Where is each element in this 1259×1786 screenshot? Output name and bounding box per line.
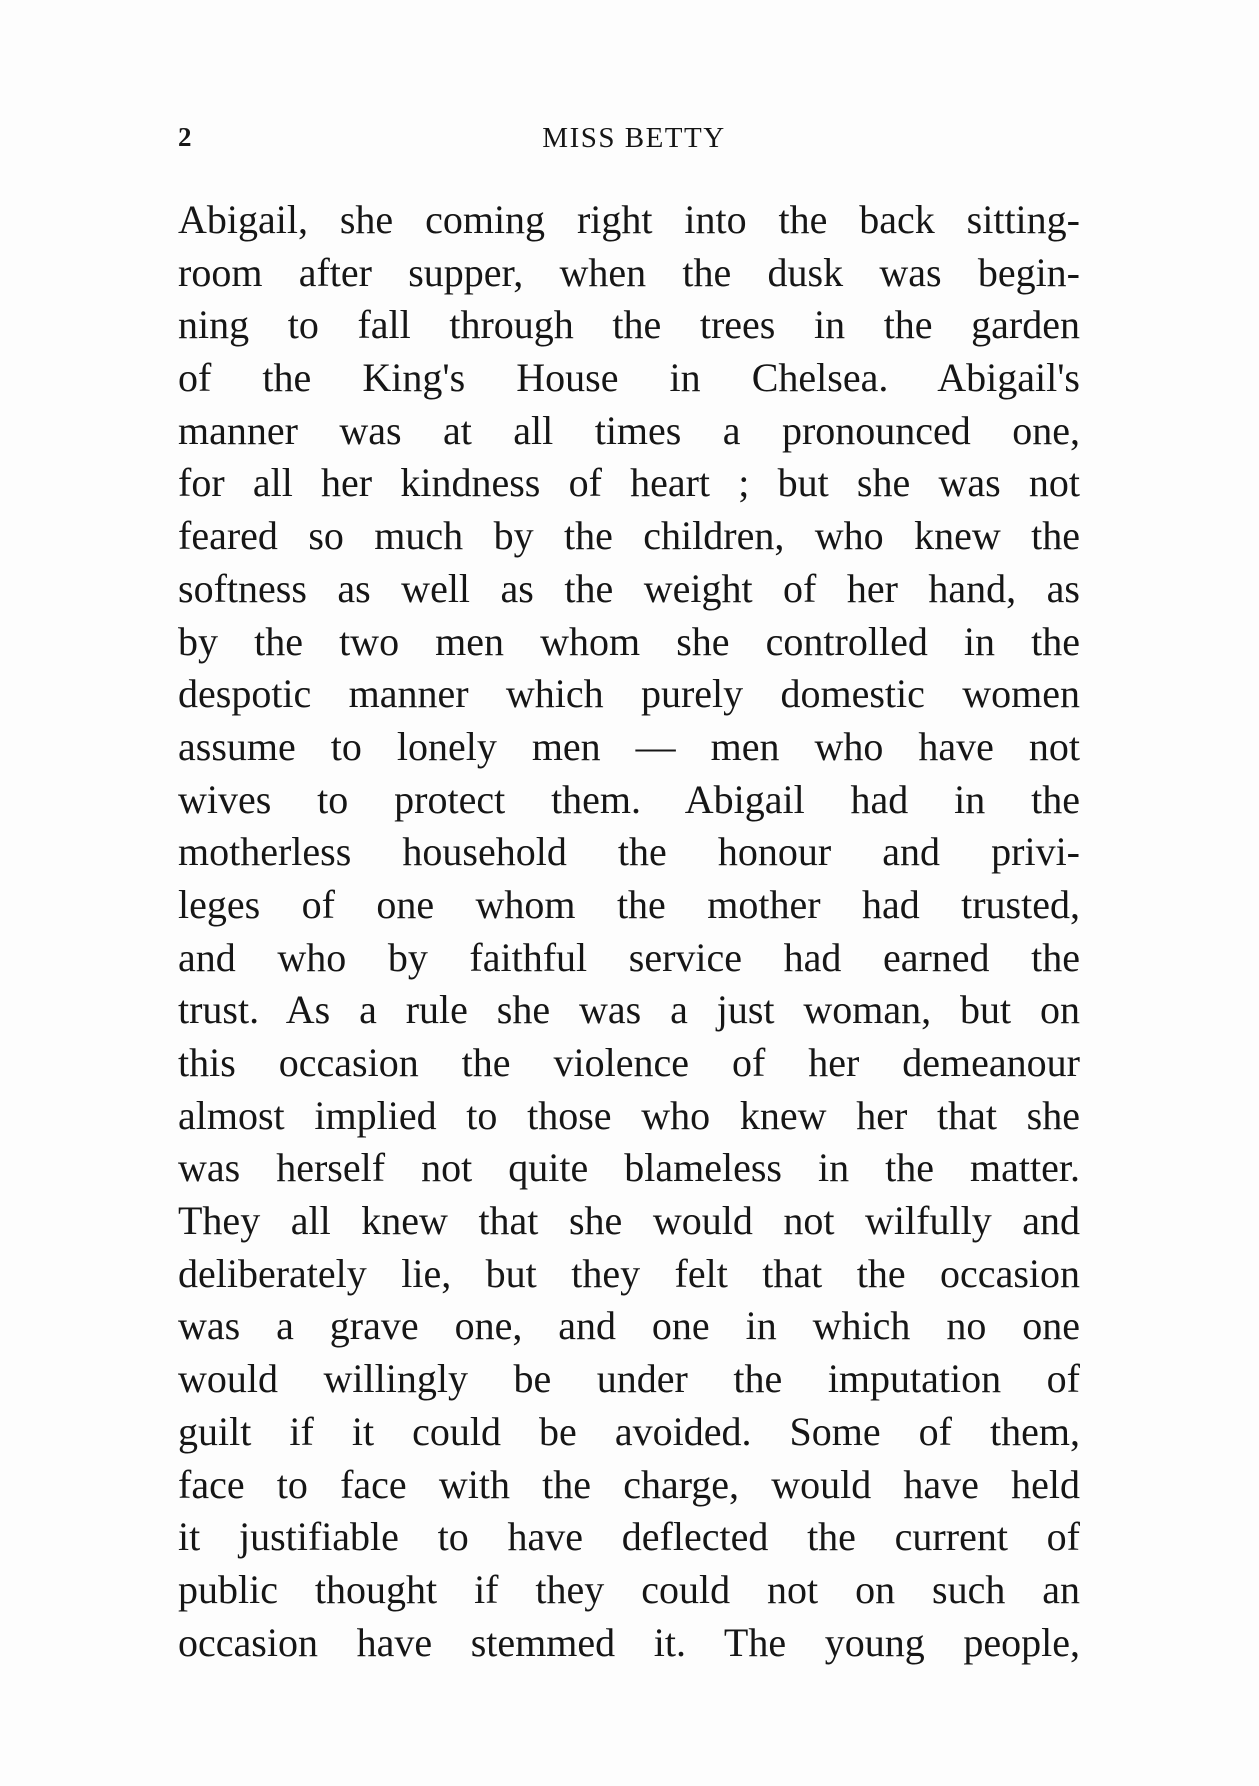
text-line: almost implied to those who knew her that she [178,1092,1080,1138]
text-line: wives to protect them. Abigail had in the [178,776,1080,822]
text-line: occasion have stemmed it. The young people, [178,1619,1080,1665]
text-line: this occasion the violence of her demeanour [178,1040,1080,1085]
running-head-title: MISS BETTY [542,122,726,154]
text-line: guilt if it could be avoided. Some of them, [178,1408,1080,1454]
text-line: ning to fall through the trees in the garden [178,302,1080,348]
text-line: was herself not quite blameless in the matter. [178,1145,1080,1191]
text-line: They all knew that she would not wilfully and [178,1198,1080,1244]
text-line: was a grave one, and one in which no one [178,1303,1080,1349]
page-number: 2 [178,122,193,152]
text-line: by the two men whom she controlled in the [178,618,1080,664]
text-line: motherless household the honour and privi- [178,829,1080,875]
text-line: it justifiable to have deflected the current of [178,1514,1080,1560]
text-line: feared so much by the children, who knew the [178,513,1080,559]
text-line: of the King's House in Chelsea. Abigail's [178,355,1080,401]
text-line: public thought if they could not on such an [178,1566,1080,1612]
text-line: and who by faithful service had earned the [178,934,1080,980]
text-line: despotic manner which purely domestic women [178,671,1080,717]
text-line: face to face with the charge, would have held [178,1461,1080,1507]
text-line: softness as well as the weight of her hand, as [178,565,1080,611]
text-line: manner was at all times a pronounced one, [178,407,1080,453]
body-text [178,194,1080,1669]
running-head [178,122,1080,162]
text-line: Abigail, she coming right into the back sitting- [178,197,1080,242]
text-line: assume to lonely men — men who have not [178,723,1080,769]
text-line: deliberately lie, but they felt that the occasion [178,1250,1080,1296]
text-line: room after supper, when the dusk was begin- [178,249,1080,295]
text-line: trust. As a rule she was a just woman, but on [178,987,1080,1033]
text-line: for all her kindness of heart ; but she was not [178,460,1080,506]
text-line: would willingly be under the imputation of [178,1356,1080,1402]
text-line: leges of one whom the mother had trusted, [178,881,1080,927]
